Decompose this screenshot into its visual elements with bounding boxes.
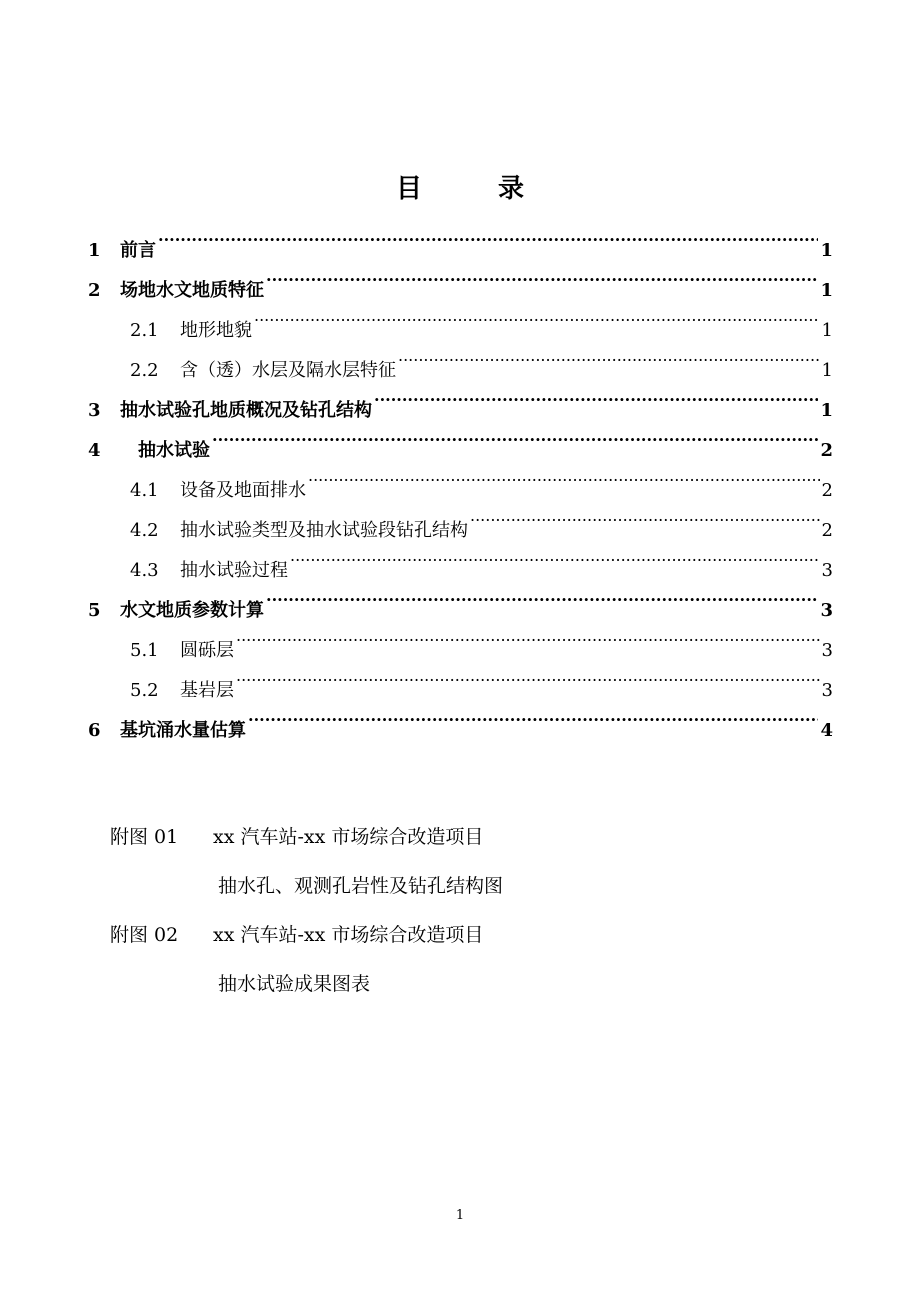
toc-entry-number: 6 — [88, 720, 101, 741]
toc-leader-dots — [248, 696, 818, 736]
appendix-label: 附图 02 — [110, 924, 179, 946]
toc-title-char-1: 目 — [395, 174, 422, 204]
toc-leader-dots — [158, 216, 818, 256]
toc-entry-title: 水文地质参数计算 — [120, 600, 264, 621]
appendix-label: 附图 01 — [110, 826, 179, 848]
toc-entry-number: 3 — [88, 400, 101, 421]
toc-leader-dots — [266, 576, 818, 616]
appendix-project-name: xx 汽车站-xx 市场综合改造项目 — [213, 826, 484, 848]
toc-entry-1[interactable] — [88, 216, 833, 261]
toc-entry-title: 场地水文地质特征 — [120, 280, 264, 301]
toc-entry-page: 3 — [821, 680, 833, 701]
toc-entry-title: 基坑涌水量估算 — [120, 720, 246, 741]
toc-entry-page: 1 — [820, 240, 833, 261]
toc-entry-number: 5.1 — [130, 640, 159, 661]
toc-entry-title: 圆砾层 — [180, 640, 234, 661]
toc-entry-number: 5.2 — [130, 680, 159, 701]
toc-leader-dots — [470, 496, 820, 536]
toc-entry-page: 1 — [821, 360, 833, 381]
appendix-item-2-line-2 — [110, 967, 503, 1016]
toc-entry-page: 2 — [820, 440, 833, 461]
toc-entry-page: 2 — [821, 480, 833, 501]
toc-leader-dots — [254, 296, 820, 336]
page-number: 1 — [455, 1208, 465, 1223]
toc-entry-title: 抽水试验类型及抽水试验段钻孔结构 — [180, 520, 468, 541]
toc-entry-title: 前言 — [120, 240, 156, 261]
toc-leader-dots — [212, 416, 818, 456]
toc-entry-number: 2 — [88, 280, 101, 301]
appendix-figure-title: 抽水试验成果图表 — [218, 973, 371, 995]
appendix-project-name: xx 汽车站-xx 市场综合改造项目 — [213, 924, 484, 946]
toc-leader-dots — [236, 656, 820, 696]
toc-entry-page: 3 — [820, 600, 833, 621]
table-of-contents — [88, 216, 833, 741]
toc-title-char-2: 录 — [498, 174, 525, 204]
toc-entry-number: 2.2 — [130, 360, 159, 381]
appendix-item-1-line-1 — [110, 820, 503, 869]
toc-leader-dots — [266, 256, 818, 296]
toc-title — [0, 168, 920, 205]
toc-entry-number: 1 — [88, 240, 101, 261]
toc-leader-dots — [290, 536, 820, 576]
toc-entry-title: 设备及地面排水 — [180, 480, 306, 501]
toc-entry-number: 4.2 — [130, 520, 159, 541]
toc-entry-title: 抽水试验过程 — [180, 560, 288, 581]
toc-entry-page: 1 — [820, 280, 833, 301]
toc-entry-number: 4 — [88, 440, 101, 461]
toc-entry-number: 4.3 — [130, 560, 159, 581]
toc-entry-page: 4 — [820, 720, 833, 741]
toc-entry-title: 地形地貌 — [180, 320, 252, 341]
toc-entry-page: 1 — [821, 320, 833, 341]
toc-leader-dots — [308, 456, 820, 496]
toc-entry-page: 3 — [821, 560, 833, 581]
appendix-figure-title: 抽水孔、观测孔岩性及钻孔结构图 — [218, 875, 504, 897]
toc-entry-title: 抽水试验孔地质概况及钻孔结构 — [120, 400, 372, 421]
appendix-item-1-line-2 — [110, 869, 503, 918]
toc-entry-page: 1 — [820, 400, 833, 421]
toc-entry-page: 3 — [821, 640, 833, 661]
toc-entry-page: 2 — [821, 520, 833, 541]
toc-entry-number: 2.1 — [130, 320, 159, 341]
toc-entry-title: 抽水试验 — [138, 440, 210, 461]
appendix-list — [110, 820, 503, 1016]
toc-entry-number: 5 — [88, 600, 101, 621]
toc-entry-title: 含（透）水层及隔水层特征 — [180, 360, 396, 381]
toc-leader-dots — [374, 376, 818, 416]
appendix-item-2-line-1 — [110, 918, 503, 967]
toc-entry-number: 4.1 — [130, 480, 159, 501]
toc-entry-2[interactable] — [88, 256, 833, 301]
toc-entry-title: 基岩层 — [180, 680, 234, 701]
toc-leader-dots — [236, 616, 820, 656]
toc-leader-dots — [398, 336, 820, 376]
